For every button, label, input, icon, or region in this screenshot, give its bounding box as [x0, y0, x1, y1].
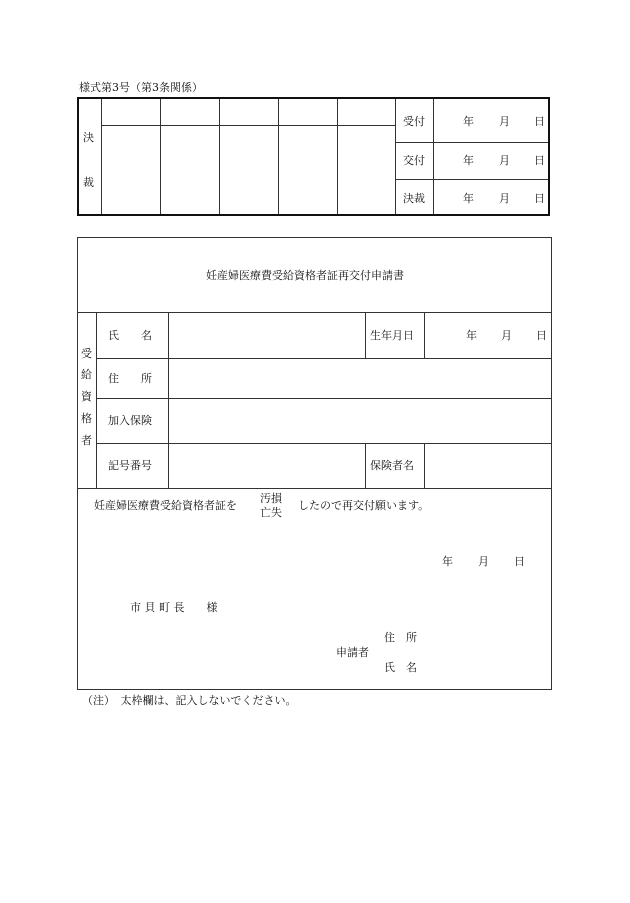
decided-year: 年	[463, 192, 474, 205]
name-label: 氏 名	[108, 329, 152, 342]
insurer-name-label: 保険者名	[370, 459, 414, 472]
application-month: 月	[478, 555, 489, 568]
note: （注） 太枠欄は、記入しないでください。	[82, 694, 297, 707]
insurance-label: 加入保険	[108, 414, 152, 427]
birth-year: 年	[466, 329, 477, 342]
symbol-number-label: 記号番号	[108, 459, 152, 472]
statement-option-lost: 亡失	[260, 506, 282, 519]
issued-day: 日	[534, 154, 545, 167]
issued-year: 年	[463, 154, 474, 167]
birth-month: 月	[501, 329, 512, 342]
decided-month: 月	[499, 192, 510, 205]
form-title: 妊産婦医療費受給資格者証再交付申請書	[206, 269, 404, 282]
received-label: 受付	[403, 115, 425, 128]
form-number: 様式第3号（第3条関係）	[79, 81, 203, 94]
approval-box	[77, 97, 550, 216]
received-day: 日	[534, 115, 545, 128]
address-label: 住 所	[108, 372, 152, 385]
decided-day: 日	[534, 192, 545, 205]
addressee: 市 貝 町 長 様	[130, 601, 218, 614]
statement-suffix: したので再交付願います。	[298, 499, 430, 512]
statement-prefix: 妊産婦医療費受給資格者証を	[94, 499, 237, 512]
decided-label: 決裁	[403, 192, 425, 205]
applicant-label: 申請者	[336, 646, 369, 659]
issued-label: 交付	[403, 154, 425, 167]
received-month: 月	[499, 115, 510, 128]
birthdate-label: 生年月日	[370, 329, 414, 342]
birth-day: 日	[536, 329, 547, 342]
received-year: 年	[463, 115, 474, 128]
statement-option-soiled: 汚損	[260, 492, 282, 505]
side-label-2: 給	[81, 368, 92, 381]
application-day: 日	[514, 555, 525, 568]
applicant-address-label: 住 所	[384, 631, 417, 644]
applicant-name-label: 氏 名	[384, 661, 417, 674]
approval-label-sai: 裁	[83, 176, 94, 189]
application-form	[77, 237, 552, 690]
side-label-3: 資	[81, 390, 92, 403]
approval-label-ketsu: 決	[83, 131, 94, 144]
side-label-5: 者	[81, 434, 92, 447]
side-label-4: 格	[81, 412, 92, 425]
issued-month: 月	[499, 154, 510, 167]
side-label-1: 受	[81, 347, 92, 360]
application-year: 年	[442, 555, 453, 568]
